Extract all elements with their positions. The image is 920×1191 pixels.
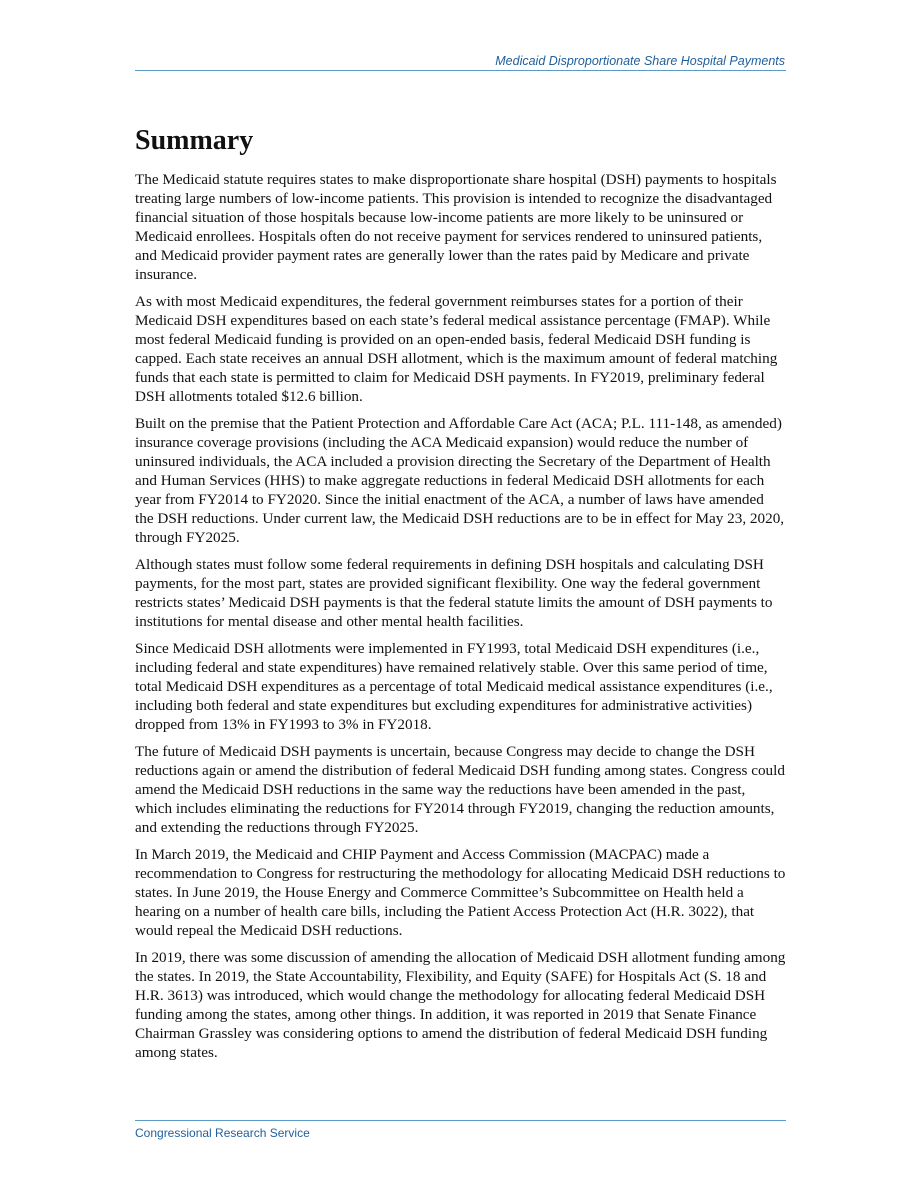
paragraph-fmap-allotments: As with most Medicaid expenditures, the federal government reimburses states for a portion of their Medicaid DSH expenditures based on each state’s federal medical assistance percentage (FMAP). While most federal Medicaid funding is provided on an open-ended basis, federal Medicaid DSH funding is capped. Each state receives an annual DSH allotment, which is the maximum amount of federal matching funds that each state is permitted to claim for Medicaid DSH payments. In FY2019, preliminary federal DSH allotments totaled $12.6 billion. — [135, 293, 778, 405]
paragraph-expenditure-trends: Since Medicaid DSH allotments were implemented in FY1993, total Medicaid DSH expenditures (i.e., including federal and state expenditures) have remained relatively stable. Over this same period of time, total Medicaid DSH expenditures as a percentage of total Medicaid medical assistance expenditures (i.e., including both federal and state expenditures but excluding expenditures for administrative activities) dropped from 13% in FY1993 to 3% in FY2018. — [135, 640, 773, 733]
paragraph-macpac-recommendation: In March 2019, the Medicaid and CHIP Payment and Access Commission (MACPAC) made a recommendation to Congress for restructuring the methodology for allocating Medicaid DSH reductions to states. In June 2019, the House Energy and Commerce Committee’s Subcommittee on Health held a hearing on a number of health care bills, including the Patient Access Protection Act (H.R. 3022), that would repeal the Medicaid DSH reductions. — [135, 846, 786, 939]
footer-publisher: Congressional Research Service — [135, 1126, 310, 1140]
running-header-title: Medicaid Disproportionate Share Hospital Payments — [495, 54, 785, 68]
paragraph-dsh-requirement: The Medicaid statute requires states to make disproportionate share hospital (DSH) payments to hospitals treating large numbers of low-income patients. This provision is intended to recognize the disadvantaged financial situation of those hospitals because low-income patients are more likely to be uninsured or Medicaid enrollees. Hospitals often do not receive payment for services rendered to uninsured patients, and Medicaid provider payment rates are generally lower than the rates paid by Medicare and private insurance. — [135, 171, 777, 283]
running-footer — [135, 1120, 786, 1142]
summary-section — [135, 122, 786, 1070]
paragraph-safe-act: In 2019, there was some discussion of amending the allocation of Medicaid DSH allotment funding among the states. In 2019, the State Accountability, Flexibility, and Equity (SAFE) for Hospitals Act (S. 18 and H.R. 3613) was introduced, which would change the methodology for allocating federal Medicaid DSH funding among the states, among other things. In addition, it was reported in 2019 that Senate Finance Chairman Grassley was considering options to amend the distribution of federal Medicaid DSH funding among states. — [135, 949, 786, 1061]
section-heading: Summary — [135, 125, 254, 156]
paragraph-state-flexibility: Although states must follow some federal requirements in defining DSH hospitals and calculating DSH payments, for the most part, states are provided significant flexibility. One way the federal government restricts states’ Medicaid DSH payments is that the federal statute limits the amount of DSH payments to institutions for mental disease and other mental health facilities. — [135, 556, 773, 630]
paragraph-future-uncertainty: The future of Medicaid DSH payments is uncertain, because Congress may decide to change the DSH reductions again or amend the distribution of federal Medicaid DSH funding among states. Congress could amend the Medicaid DSH reductions in the same way the reductions have been amended in the past, which includes eliminating the reductions for FY2014 through FY2019, changing the reduction amounts, and extending the reductions through FY2025. — [135, 743, 785, 836]
running-header — [135, 52, 786, 71]
paragraph-aca-reductions: Built on the premise that the Patient Protection and Affordable Care Act (ACA; P.L. 111-148, as amended) insurance coverage provisions (including the ACA Medicaid expansion) would reduce the number of uninsured individuals, the ACA included a provision directing the Secretary of the Department of Health and Human Services (HHS) to make aggregate reductions in federal Medicaid DSH allotments for each year from FY2014 to FY2020. Since the initial enactment of the ACA, a number of laws have amended the DSH reductions. Under current law, the Medicaid DSH reductions are to be in effect for May 23, 2020, through FY2025. — [135, 415, 785, 546]
